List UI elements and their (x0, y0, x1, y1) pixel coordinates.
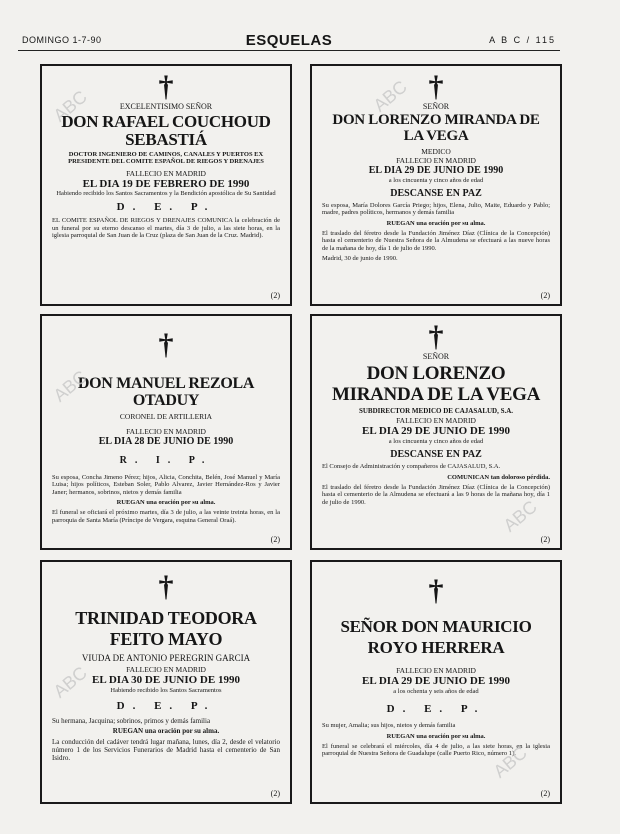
abc-watermark: ABC (49, 366, 91, 406)
ruegan: RUEGAN una oración por su alma. (386, 732, 486, 740)
header-date: DOMINGO 1-7-90 (22, 35, 102, 45)
title-prefix: SEÑOR (422, 102, 450, 111)
sacraments: Habiendo recibido los Santos Sacramentos (110, 687, 222, 694)
family: Su hermana, Jacquina; sobrinos, primos y demás familia (52, 717, 211, 725)
notice-body: El funeral se oficiará el próximo martes, día 3 de julio, a las veinte treinta horas, en la parroquia de Santa María (Príncipe de Vergara, esquina General Oraá). (52, 509, 280, 524)
descanse-en-paz: DESCANSE EN PAZ (390, 449, 482, 460)
cross-icon: † (158, 570, 174, 603)
fallecio: FALLECIO EN MADRID (396, 666, 476, 675)
notice-number: (2) (540, 291, 550, 300)
family: Su esposa, Concha Jimeno Pérez; hijos, Alicia, Conchita, Belén, José Manuel y María Luisa; hijos políticos, Esteban Soler, Pablo Alvarez, Javier Hernández-Ros y Javier Janer; hermanos, sobrinos, nietos y demás familia (52, 473, 280, 496)
dep: D. E. P. (116, 700, 216, 712)
abc-watermark: ABC (49, 86, 91, 126)
place-date: Madrid, 30 de junio de 1990. (322, 255, 398, 262)
notice-number: (2) (270, 789, 280, 798)
abc-watermark: ABC (49, 662, 91, 702)
title-prefix: SEÑOR (422, 352, 450, 361)
cross-icon: † (428, 70, 444, 103)
ruegan: RUEGAN una oración por su alma. (386, 219, 486, 227)
family: El Consejo de Administración y compañeros de CAJASALUD, S.A. (322, 463, 501, 470)
deceased-subtitle: CORONEL DE ARTILLERIA (119, 411, 213, 421)
deceased-name: DON MANUEL REZOLA OTADUY (77, 375, 255, 409)
ruegan: RUEGAN una oración por su alma. (112, 727, 220, 735)
notice-body: El traslado del féretro desde la Fundación Jiménez Díaz (Clínica de la Concepción) hasta el cementerio de Nuestra Señora de la Almudena se efectuará a las nueve horas de la mañana de hoy, día 1 de julio de 1990. (322, 229, 550, 252)
obituary-couchoud (40, 64, 292, 306)
obituary-miranda-medico (310, 64, 562, 306)
notice-number: (2) (540, 789, 550, 798)
fallecio: FALLECIO EN MADRID (126, 168, 206, 178)
deceased-name: DON RAFAEL COUCHOUD SEBASTIÁ (61, 112, 271, 149)
deceased-name: DON LORENZO MIRANDA DE LA VEGA (332, 112, 540, 144)
death-date: EL DIA 29 DE JUNIO DE 1990 (368, 164, 504, 176)
death-date: EL DIA 28 DE JUNIO DE 1990 (98, 435, 234, 447)
age: a los ochenta y seis años de edad (393, 688, 479, 695)
obituary-royo (310, 560, 562, 804)
notice-body: El funeral se celebrará el miércoles, día 4 de julio, a las siete horas, en la iglesia parroquial de Nuestra Señora de Guadalupe (calle Puerto Rico, número 1). (322, 742, 550, 757)
cross-icon: † (428, 320, 444, 353)
cross-icon: † (158, 328, 174, 361)
age: a los cincuenta y cinco años de edad (388, 176, 484, 184)
comunican: COMUNICAN tan doloroso pérdida. (447, 473, 550, 481)
abc-watermark: ABC (489, 742, 531, 782)
deceased-subtitle: SUBDIRECTOR MEDICO DE CAJASALUD, S.A. (358, 407, 514, 415)
notice-body: El traslado del féretro desde la Fundación Jiménez Díaz (Clínica de la Concepción) hasta el cementerio de la Almudena se efectuará a las 9 horas de la mañana hoy, día 1 de julio de 1990. (322, 483, 550, 506)
notice-body: EL COMITE ESPAÑOL DE RIEGOS Y DRENAJES COMUNICA la celebración de un funeral por su eterno descanso el martes, día 3 de julio, a las siete horas, en la iglesia parroquial de San Juan de la Cruz (plaza de San Juan de la Cruz. Madrid). (52, 217, 280, 240)
descanse-en-paz: DESCANSE EN PAZ (390, 187, 482, 199)
fallecio: FALLECIO EN MADRID (126, 665, 206, 674)
family: Su esposa, María Dolores García Priego; hijos, Elena, Julio, Maite, Eduardo y Pablo; madre, padres políticos, hermanos y demás familia (322, 201, 550, 216)
rip: R. I. P. (119, 454, 213, 466)
death-date: EL DIA 30 DE JUNIO DE 1990 (92, 674, 240, 686)
page-number: A B C / 115 (489, 35, 556, 45)
dep: D. E. P. (386, 703, 486, 715)
fallecio: FALLECIO EN MADRID (126, 426, 206, 436)
death-date: EL DIA 29 DE JUNIO DE 1990 (362, 675, 510, 687)
obituary-feito (40, 560, 292, 804)
notice-body: La conducción del cadáver tendrá lugar mañana, lunes, día 2, desde el velatorio número 1 de los Servicios Funerarios de Madrid hasta el cementerio de San Isidro. (52, 738, 280, 762)
deceased-name: TRINIDAD TEODORA FEITO MAYO (75, 608, 257, 649)
family: Su mujer, Amalia; sus hijos, nietos y demás familia (322, 722, 456, 729)
abc-watermark: ABC (369, 76, 411, 116)
page-header (18, 34, 560, 51)
sacraments: Habiendo recibido los Santos Sacramentos y la Bendición apostólica de Su Santidad (56, 189, 276, 197)
title-prefix: EXCELENTISIMO SEÑOR (119, 102, 213, 111)
cross-icon: † (428, 574, 444, 607)
age: a los cincuenta y cinco años de edad (388, 438, 484, 445)
section-title: ESQUELAS (245, 32, 333, 49)
cross-icon: † (158, 70, 174, 103)
death-date: EL DIA 29 DE JUNIO DE 1990 (362, 425, 510, 437)
deceased-subtitle: MEDICO (421, 146, 451, 156)
fallecio: FALLECIO EN MADRID (396, 416, 476, 425)
notice-number: (2) (270, 535, 280, 544)
deceased-name: DON LORENZO MIRANDA DE LA VEGA (331, 363, 541, 405)
obituary-rezola (40, 314, 292, 550)
notice-number: (2) (540, 535, 550, 544)
notice-number: (2) (270, 291, 280, 300)
obituary-miranda-cajasalud (310, 314, 562, 550)
ruegan: RUEGAN una oración por su alma. (116, 499, 216, 507)
deceased-subtitle: VIUDA DE ANTONIO PEREGRIN GARCIA (81, 653, 251, 663)
deceased-name: SEÑOR DON MAURICIO ROYO HERRERA (340, 617, 532, 657)
deceased-subtitle: DOCTOR INGENIERO DE CAMINOS, CANALES Y PUERTOS EX PRESIDENTE DEL COMITE ESPAÑOL DE RIEGOS Y DRENAJES (68, 150, 264, 166)
fallecio: FALLECIO EN MADRID (396, 155, 476, 165)
dep: D. E. P. (116, 201, 216, 214)
death-date: EL DIA 19 DE FEBRERO DE 1990 (82, 177, 250, 190)
abc-watermark: ABC (499, 496, 541, 536)
